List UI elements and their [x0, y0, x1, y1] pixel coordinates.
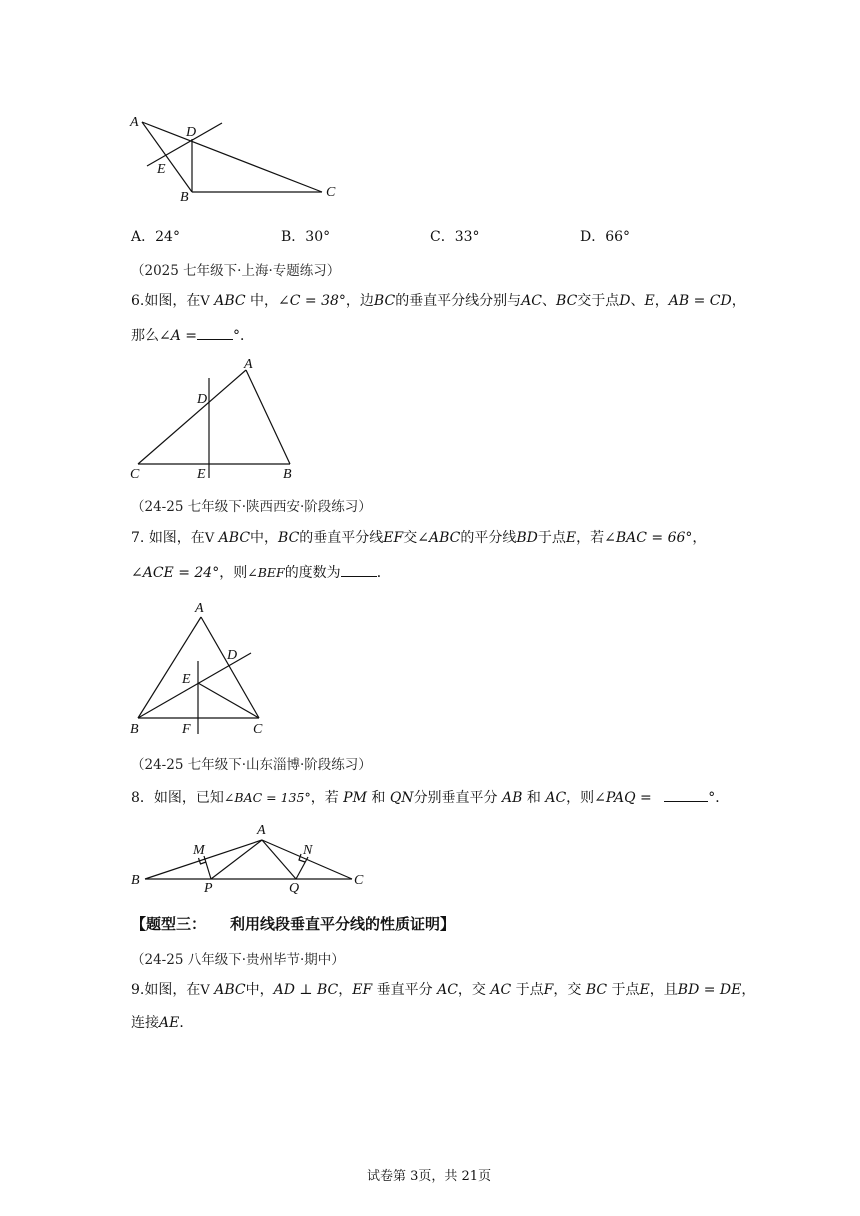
text: ，若 [576, 530, 605, 546]
text: ， [692, 530, 707, 546]
q6-label-c: C [130, 467, 140, 482]
q8-segment-pm [204, 856, 211, 879]
q7-label-c: C [253, 722, 263, 737]
math: ABC [214, 293, 246, 309]
math: ∠ACE = 24° [131, 565, 220, 581]
text: 如图，在 [144, 293, 201, 309]
q9-number: 9. [131, 982, 145, 998]
q8-label-q: Q [289, 881, 300, 896]
q5-label-b: B [180, 190, 189, 205]
text: ，且 [649, 982, 678, 998]
math: BC [556, 293, 578, 309]
heading-text: 利用线段垂直平分线的性质证明】 [230, 915, 456, 933]
triangle-symbol: V [200, 983, 210, 998]
text: ，则 [566, 790, 595, 806]
text: ，交 [457, 982, 486, 998]
math: ∠PAQ = [594, 790, 652, 806]
q8-segment-qn [296, 857, 308, 879]
q7-number: 7. [131, 530, 145, 546]
q8-number: 8． [131, 790, 154, 806]
triangle-symbol: V [200, 294, 210, 309]
math: D [619, 293, 631, 309]
math: ∠BEF [247, 565, 285, 580]
q7-label-e: E [182, 672, 191, 687]
q6-label-e: E [197, 467, 206, 482]
text: 分别垂直平分 [413, 790, 498, 806]
text: 中， [245, 293, 279, 309]
math: AC [545, 790, 567, 806]
text: °． [233, 328, 255, 344]
q5-label-d: D [186, 125, 197, 140]
option-letter: C． [430, 229, 455, 245]
math: E [639, 982, 650, 998]
option-value: 33° [454, 229, 480, 245]
q6-number: 6. [131, 293, 145, 309]
q9-line2 [131, 1013, 193, 1033]
math: AD ⊥ BC [273, 982, 339, 998]
text: ， [741, 982, 756, 998]
section-heading [131, 913, 455, 934]
q8-label-b: B [131, 873, 140, 888]
text: ，则 [219, 565, 248, 581]
math: ∠ABC [417, 530, 461, 546]
q6-label-d: D [197, 392, 208, 407]
q8-segment-qa [262, 840, 296, 879]
text: 连接 [131, 1015, 159, 1031]
heading-prefix: 【题型三： [131, 915, 207, 933]
text: 中， [245, 982, 274, 998]
text: 的度数为 [284, 565, 341, 581]
math: QN [389, 790, 414, 806]
math: AC [490, 982, 512, 998]
math: ∠BAC = 135° [223, 790, 311, 805]
text: 和 [371, 790, 386, 806]
text: 的平分线 [460, 530, 517, 546]
math: AC [521, 293, 543, 309]
q5-label-c: C [326, 185, 336, 200]
text: 如图，已知 [153, 790, 224, 806]
math: BC [373, 293, 396, 309]
text: ． [376, 565, 391, 581]
q8-label-a: A [257, 823, 266, 838]
text: 于点 [537, 530, 566, 546]
option-value: 24° [155, 229, 180, 245]
q9-source: （24-25 八年级下·贵州毕节·期中） [131, 952, 345, 968]
text: ， [338, 982, 353, 998]
math: PM [343, 790, 367, 806]
math: ∠A = [159, 328, 198, 344]
q7-label-b: B [130, 722, 139, 737]
math: ∠BAC = 66° [604, 530, 693, 546]
q8-label-p: P [204, 881, 213, 896]
text: 、 [630, 293, 645, 309]
text: ， [731, 293, 746, 309]
text: 垂直平分 [376, 982, 433, 998]
option-letter: B． [281, 229, 306, 245]
math: BC [585, 982, 608, 998]
math: ABC [218, 530, 251, 546]
text: ． [179, 1015, 194, 1031]
math: E [565, 530, 577, 546]
q5-label-e: E [157, 162, 166, 177]
option-letter: A． [131, 229, 156, 245]
text: ， [654, 293, 669, 309]
math: AE [159, 1015, 180, 1031]
text: 于点 [611, 982, 640, 998]
math: AB = CD [668, 293, 732, 309]
q5-label-a: A [130, 115, 139, 130]
q7-label-a: A [195, 601, 204, 616]
math: F [543, 982, 554, 998]
q8-label-n: N [303, 843, 313, 858]
text: 如图，在 [148, 530, 205, 546]
option-value: 30° [305, 229, 331, 245]
math: BC [278, 530, 300, 546]
option-value: 66° [605, 229, 631, 245]
q7-label-f: F [182, 722, 191, 737]
text: 如图，在 [144, 982, 201, 998]
text: ，交 [553, 982, 582, 998]
triangle-symbol: V [204, 531, 215, 546]
text: 交 [403, 530, 418, 546]
q6-label-a: A [244, 357, 253, 372]
text: 的垂直平分线 [299, 530, 384, 546]
q6-label-b: B [283, 467, 292, 482]
math: AB [502, 790, 523, 806]
q8-segment-pa [211, 840, 262, 879]
text: 的垂直平分线分别与 [395, 293, 522, 309]
text: 和 [526, 790, 541, 806]
text: °． [708, 790, 730, 806]
q8-label-c: C [354, 873, 364, 888]
q6-source: （2025 七年级下·上海·专题练习） [131, 263, 341, 279]
page-footer: 试卷第 3页，共 21页 [367, 1169, 492, 1184]
math: BD = DE [677, 982, 742, 998]
text: 中， [250, 530, 279, 546]
q7-source: （24-25 七年级下·陕西西安·阶段练习） [131, 499, 372, 515]
q9-line1 [131, 980, 755, 1001]
text: 于点 [515, 982, 544, 998]
math: EF [352, 982, 373, 998]
option-letter: D． [580, 229, 606, 245]
text: ，边 [345, 293, 374, 309]
math: EF [383, 530, 404, 546]
math: E [644, 293, 655, 309]
text: ，若 [310, 790, 339, 806]
math: ABC [214, 982, 246, 998]
math: AC [437, 982, 458, 998]
text: 、 [542, 293, 557, 309]
math: BD [516, 530, 538, 546]
q8-label-m: M [193, 843, 205, 858]
text: 交于点 [577, 293, 620, 309]
q7-label-d: D [227, 648, 238, 663]
text: 那么 [131, 328, 159, 344]
math: ∠C = 38° [278, 293, 346, 309]
q8-source: （24-25 七年级下·山东淄博·阶段练习） [131, 757, 372, 773]
